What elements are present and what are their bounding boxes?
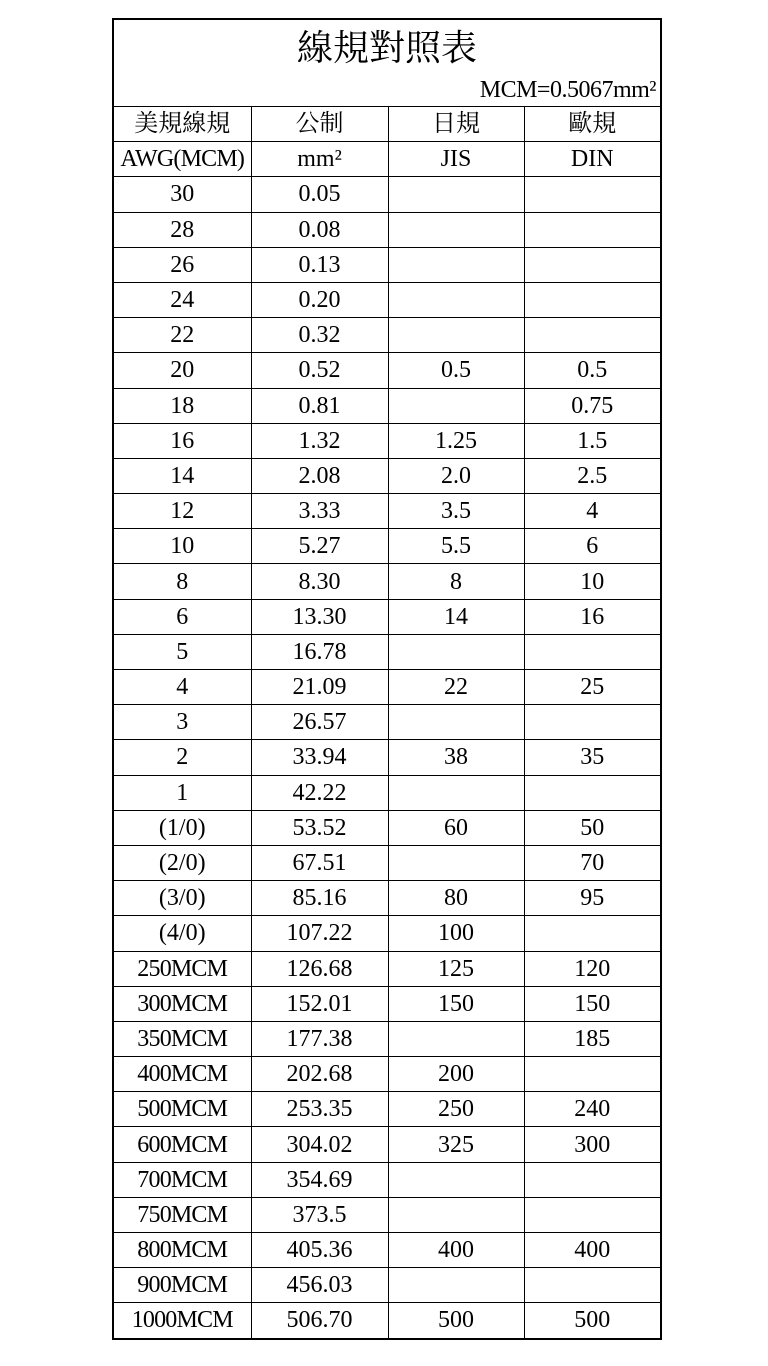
table-row <box>114 810 660 845</box>
metric-cell: 0.32 <box>251 318 388 353</box>
awg-cell: 300MCM <box>114 986 251 1021</box>
table-row <box>114 1233 660 1268</box>
metric-cell: 373.5 <box>251 1197 388 1232</box>
din-cell: 95 <box>524 881 660 916</box>
table-row <box>114 916 660 951</box>
jis-cell <box>388 775 524 810</box>
metric-cell: 67.51 <box>251 845 388 880</box>
table-row <box>114 1197 660 1232</box>
table-row <box>114 881 660 916</box>
metric-cell: 152.01 <box>251 986 388 1021</box>
jis-cell: 22 <box>388 670 524 705</box>
jis-cell: 250 <box>388 1092 524 1127</box>
jis-cell <box>388 634 524 669</box>
jis-cell: 3.5 <box>388 494 524 529</box>
jis-cell: 8 <box>388 564 524 599</box>
jis-cell: 5.5 <box>388 529 524 564</box>
awg-cell: 6 <box>114 599 251 634</box>
din-cell: 0.75 <box>524 388 660 423</box>
awg-cell: 800MCM <box>114 1233 251 1268</box>
metric-cell: 456.03 <box>251 1268 388 1303</box>
jis-cell <box>388 388 524 423</box>
jis-cell <box>388 318 524 353</box>
awg-cell: 28 <box>114 212 251 247</box>
mcm-conversion-note: MCM=0.5067mm² <box>479 77 656 103</box>
din-cell <box>524 1162 660 1197</box>
header-jis-unit: JIS <box>388 142 524 177</box>
jis-cell: 200 <box>388 1057 524 1092</box>
table-row <box>114 282 660 317</box>
table-row <box>114 388 660 423</box>
metric-cell: 26.57 <box>251 705 388 740</box>
metric-cell: 202.68 <box>251 1057 388 1092</box>
metric-cell: 177.38 <box>251 1021 388 1056</box>
awg-cell: 350MCM <box>114 1021 251 1056</box>
wire-gauge-table-sheet <box>112 18 662 1340</box>
metric-cell: 0.05 <box>251 177 388 212</box>
din-cell <box>524 634 660 669</box>
din-cell: 185 <box>524 1021 660 1056</box>
table-row <box>114 1127 660 1162</box>
awg-cell: 8 <box>114 564 251 599</box>
title-block <box>114 20 660 107</box>
header-awg-unit: AWG(MCM) <box>114 142 251 177</box>
jis-cell <box>388 212 524 247</box>
metric-cell: 2.08 <box>251 458 388 493</box>
din-cell: 25 <box>524 670 660 705</box>
din-cell: 150 <box>524 986 660 1021</box>
table-row <box>114 599 660 634</box>
table-row <box>114 705 660 740</box>
awg-cell: 750MCM <box>114 1197 251 1232</box>
wire-gauge-table <box>114 107 660 1338</box>
awg-cell: 1000MCM <box>114 1303 251 1338</box>
awg-cell: 3 <box>114 705 251 740</box>
awg-cell: 20 <box>114 353 251 388</box>
din-cell <box>524 282 660 317</box>
jis-cell <box>388 177 524 212</box>
din-cell: 6 <box>524 529 660 564</box>
table-row <box>114 1057 660 1092</box>
din-cell: 0.5 <box>524 353 660 388</box>
header-row-standard <box>114 107 660 142</box>
awg-cell: 1 <box>114 775 251 810</box>
jis-cell: 80 <box>388 881 524 916</box>
table-row <box>114 353 660 388</box>
jis-cell <box>388 845 524 880</box>
metric-cell: 107.22 <box>251 916 388 951</box>
table-row <box>114 1021 660 1056</box>
din-cell: 1.5 <box>524 423 660 458</box>
awg-cell: 24 <box>114 282 251 317</box>
metric-cell: 13.30 <box>251 599 388 634</box>
table-row <box>114 951 660 986</box>
din-cell <box>524 247 660 282</box>
header-din-label: 歐規 <box>524 107 660 142</box>
awg-cell: (3/0) <box>114 881 251 916</box>
metric-cell: 0.13 <box>251 247 388 282</box>
jis-cell <box>388 1021 524 1056</box>
din-cell <box>524 705 660 740</box>
table-row <box>114 494 660 529</box>
din-cell: 400 <box>524 1233 660 1268</box>
jis-cell: 2.0 <box>388 458 524 493</box>
table-row <box>114 564 660 599</box>
jis-cell <box>388 1268 524 1303</box>
table-row <box>114 458 660 493</box>
jis-cell: 125 <box>388 951 524 986</box>
table-row <box>114 1268 660 1303</box>
jis-cell <box>388 1162 524 1197</box>
header-awg-label: 美規線規 <box>134 111 231 138</box>
table-row <box>114 1162 660 1197</box>
header-din-unit: DIN <box>524 142 660 177</box>
metric-cell: 0.81 <box>251 388 388 423</box>
jis-cell: 100 <box>388 916 524 951</box>
din-cell <box>524 1268 660 1303</box>
jis-cell: 500 <box>388 1303 524 1338</box>
metric-cell: 8.30 <box>251 564 388 599</box>
table-row <box>114 1303 660 1338</box>
metric-cell: 253.35 <box>251 1092 388 1127</box>
table-row <box>114 529 660 564</box>
din-cell: 50 <box>524 810 660 845</box>
awg-cell: 400MCM <box>114 1057 251 1092</box>
table-row <box>114 740 660 775</box>
header-jis-label: 日規 <box>388 107 524 142</box>
din-cell: 500 <box>524 1303 660 1338</box>
awg-cell: 12 <box>114 494 251 529</box>
awg-cell: 500MCM <box>114 1092 251 1127</box>
jis-cell: 38 <box>388 740 524 775</box>
jis-cell: 0.5 <box>388 353 524 388</box>
metric-cell: 506.70 <box>251 1303 388 1338</box>
metric-cell: 85.16 <box>251 881 388 916</box>
din-cell: 70 <box>524 845 660 880</box>
awg-cell: 30 <box>114 177 251 212</box>
metric-cell: 126.68 <box>251 951 388 986</box>
metric-cell: 3.33 <box>251 494 388 529</box>
awg-cell: 16 <box>114 423 251 458</box>
jis-cell <box>388 247 524 282</box>
din-cell: 4 <box>524 494 660 529</box>
awg-cell: (1/0) <box>114 810 251 845</box>
din-cell: 240 <box>524 1092 660 1127</box>
awg-cell: 10 <box>114 529 251 564</box>
metric-cell: 405.36 <box>251 1233 388 1268</box>
table-row <box>114 845 660 880</box>
awg-cell: 2 <box>114 740 251 775</box>
din-cell <box>524 916 660 951</box>
metric-cell: 354.69 <box>251 1162 388 1197</box>
metric-cell: 5.27 <box>251 529 388 564</box>
din-cell <box>524 177 660 212</box>
table-row <box>114 212 660 247</box>
table-row <box>114 634 660 669</box>
table-row <box>114 986 660 1021</box>
jis-cell: 14 <box>388 599 524 634</box>
table-row <box>114 1092 660 1127</box>
table-row <box>114 247 660 282</box>
awg-cell: 900MCM <box>114 1268 251 1303</box>
din-cell <box>524 318 660 353</box>
metric-cell: 21.09 <box>251 670 388 705</box>
jis-cell <box>388 705 524 740</box>
din-cell <box>524 1057 660 1092</box>
table-row <box>114 318 660 353</box>
header-row-unit <box>114 142 660 177</box>
awg-cell: (4/0) <box>114 916 251 951</box>
jis-cell <box>388 1197 524 1232</box>
din-cell: 2.5 <box>524 458 660 493</box>
jis-cell: 60 <box>388 810 524 845</box>
header-metric-unit: mm² <box>251 142 388 177</box>
awg-cell: (2/0) <box>114 845 251 880</box>
jis-cell: 325 <box>388 1127 524 1162</box>
din-cell: 120 <box>524 951 660 986</box>
awg-cell: 18 <box>114 388 251 423</box>
header-metric-label: 公制 <box>251 107 388 142</box>
metric-cell: 42.22 <box>251 775 388 810</box>
din-cell <box>524 775 660 810</box>
metric-cell: 0.52 <box>251 353 388 388</box>
table-row <box>114 775 660 810</box>
din-cell <box>524 212 660 247</box>
table-title: 線規對照表 <box>296 28 477 68</box>
awg-cell: 26 <box>114 247 251 282</box>
metric-cell: 0.20 <box>251 282 388 317</box>
table-row <box>114 177 660 212</box>
awg-cell: 14 <box>114 458 251 493</box>
awg-cell: 5 <box>114 634 251 669</box>
table-row <box>114 670 660 705</box>
awg-cell: 22 <box>114 318 251 353</box>
din-cell: 16 <box>524 599 660 634</box>
metric-cell: 33.94 <box>251 740 388 775</box>
metric-cell: 304.02 <box>251 1127 388 1162</box>
jis-cell <box>388 282 524 317</box>
jis-cell: 150 <box>388 986 524 1021</box>
din-cell <box>524 1197 660 1232</box>
jis-cell: 1.25 <box>388 423 524 458</box>
table-row <box>114 423 660 458</box>
awg-cell: 4 <box>114 670 251 705</box>
metric-cell: 53.52 <box>251 810 388 845</box>
jis-cell: 400 <box>388 1233 524 1268</box>
metric-cell: 0.08 <box>251 212 388 247</box>
din-cell: 35 <box>524 740 660 775</box>
awg-cell: 600MCM <box>114 1127 251 1162</box>
din-cell: 10 <box>524 564 660 599</box>
metric-cell: 16.78 <box>251 634 388 669</box>
metric-cell: 1.32 <box>251 423 388 458</box>
awg-cell: 700MCM <box>114 1162 251 1197</box>
din-cell: 300 <box>524 1127 660 1162</box>
awg-cell: 250MCM <box>114 951 251 986</box>
